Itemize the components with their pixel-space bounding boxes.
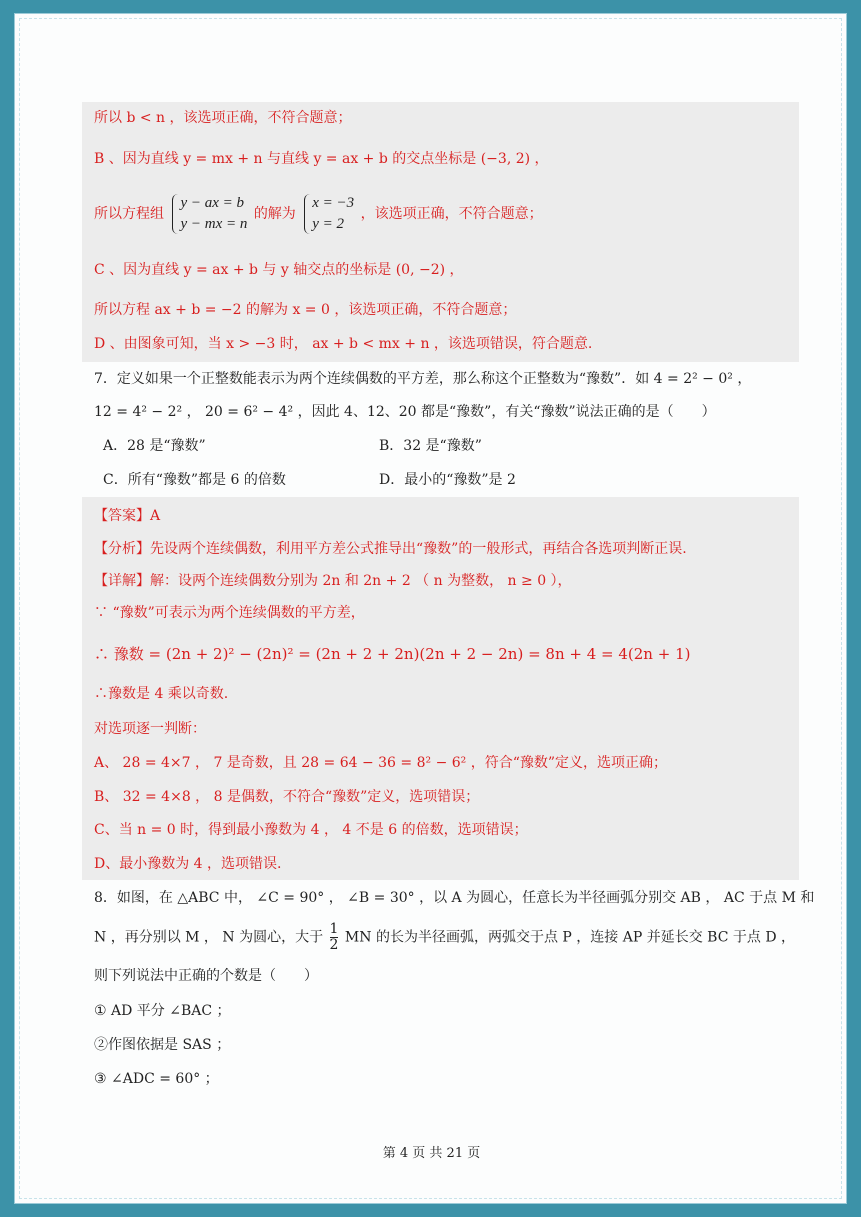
solution6-c1: C 、因为直线 y = ax + b 与 y 轴交点的坐标是 (0, −2) ，: [94, 262, 464, 278]
solution7-option-d: D、最小豫数为 4 ，选项错误.: [94, 856, 282, 872]
equation-system-2: [302, 193, 354, 235]
question8-statement-1: ① AD 平分 ∠BAC ；: [94, 1003, 231, 1019]
question8-line2-prefix: N ，再分别以 M ， N 为圆心，大于: [94, 929, 324, 946]
question7-option-d: D．最小的“豫数”是 2: [379, 472, 516, 488]
equation-system-2-row1: x = −3: [312, 195, 355, 211]
solution6-b2-prefix: 所以方程组: [94, 206, 164, 222]
equation-system-1-row2: y − mx = n: [180, 216, 248, 232]
question7-option-c: C．所有“豫数”都是 6 的倍数: [103, 472, 286, 488]
equation-system-2-row2: y = 2: [312, 216, 345, 232]
solution6-b2-mid: 的解为: [253, 206, 296, 222]
solution6-b2: [94, 192, 543, 236]
fraction-denominator: 2: [329, 937, 339, 953]
solution7-option-a: A、 28 = 4×7 ， 7 是奇数，且 28 = 64 − 36 = 8² − 6² ，符合“豫数”定义，选项正确；: [94, 755, 668, 771]
solution7-detail: 【详解】解：设两个连续偶数分别为 2n 和 2n + 2 （ n 为整数， n ≥ 0 ），: [94, 573, 572, 589]
solution7-judge: 对选项逐一判断：: [94, 721, 206, 737]
solution7-answer: 【答案】A: [94, 508, 161, 524]
question8-line1: 8．如图，在 △ABC 中， ∠C = 90° ， ∠B = 30° ，以 A 为圆心，任意长为半径画弧分别交 AB ， AC 于点 M 和: [94, 890, 815, 906]
equation-system-1: [170, 193, 247, 235]
solution6-c2: 所以方程 ax + b = −2 的解为 x = 0 ，该选项正确，不符合题意；: [94, 302, 517, 318]
solution6-b1: [94, 149, 549, 169]
question7-option-b: B．32 是“豫数”: [379, 438, 482, 454]
solution6-b2-suffix: ，该选项正确，不符合题意；: [360, 206, 543, 222]
question7-line2: 12 = 4² − 2² ， 20 = 6² − 4² ，因此 4、12、20 都是“豫数”，有关“豫数”说法正确的是（ ）: [94, 404, 716, 420]
question7-option-a: A．28 是“豫数”: [103, 438, 206, 454]
question8-line2: [94, 922, 795, 953]
solution6-b1-text: B 、因为直线 y = mx + n 与直线 y = ax + b 的交点坐标是 (−3, 2) ，: [94, 151, 549, 167]
fraction-numerator: 1: [329, 921, 339, 937]
solution7-analysis: 【分析】先设两个连续偶数，利用平方差公式推导出“豫数”的一般形式，再结合各选项判断正误.: [94, 541, 687, 557]
fraction-one-half: [330, 922, 339, 953]
solution7-option-b: B、 32 = 4×8 ， 8 是偶数，不符合“豫数”定义，选项错误；: [94, 789, 480, 805]
question7-line1: 7．定义如果一个正整数能表示为两个连续偶数的平方差，那么称这个正整数为“豫数”．如 4 = 2² − 0² ，: [94, 371, 752, 387]
solution7-option-c: C、当 n = 0 时，得到最小豫数为 4 ， 4 不是 6 的倍数，选项错误；: [94, 822, 528, 838]
page-number-footer: 第 4 页 共 21 页: [382, 1146, 481, 1161]
solution7-therefore2: ∴豫数是 4 乘以奇数.: [94, 686, 229, 702]
solution7-because: ∵ “豫数”可表示为两个连续偶数的平方差，: [94, 605, 365, 621]
solution6-a-tail: 所以 b < n ，该选项正确，不符合题意；: [94, 110, 352, 126]
question8-line2-suffix: MN 的长为半径画弧，两弧交于点 P ，连接 AP 并延长交 BC 于点 D ，: [344, 929, 795, 946]
document-page: [14, 13, 847, 1204]
solution6-d1: D 、由图象可知，当 x > −3 时， ax + b < mx + n ，该选项错误，符合题意.: [94, 336, 593, 352]
question8-line3: 则下列说法中正确的个数是（ ）: [94, 968, 318, 984]
solution7-therefore1: ∴ 豫数 = (2n + 2)² − (2n)² = (2n + 2 + 2n)(2n + 2 − 2n) = 8n + 4 = 4(2n + 1): [94, 645, 691, 663]
equation-system-1-row1: y − ax = b: [180, 195, 245, 211]
question8-statement-3: ③ ∠ADC = 60° ；: [94, 1071, 219, 1087]
question8-statement-2: ②作图依据是 SAS ；: [94, 1037, 231, 1053]
